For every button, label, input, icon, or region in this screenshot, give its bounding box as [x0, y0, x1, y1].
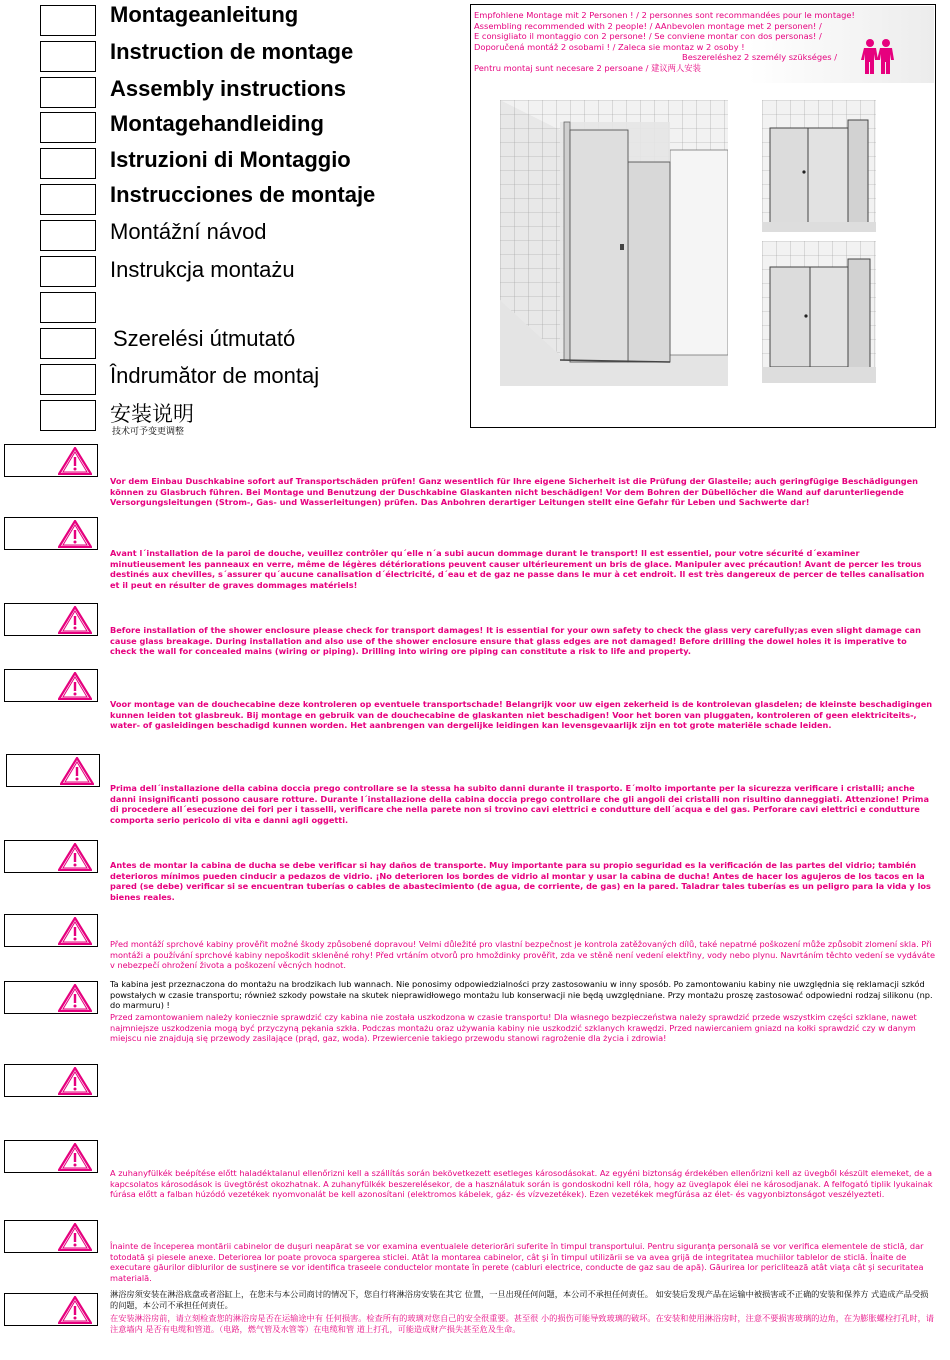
language-checkbox-es[interactable]	[40, 184, 96, 215]
warning-box-fr	[4, 517, 98, 550]
title-cn: 安装说明	[110, 402, 194, 426]
warning-box-es	[4, 840, 98, 873]
warning-box-blank	[4, 1064, 98, 1097]
recommendation-line: Pentru montaj sunt necesare 2 persoane / 建议两人安装	[474, 62, 701, 73]
warning-triangle-icon	[58, 520, 92, 548]
language-checkbox-it[interactable]	[40, 148, 96, 179]
language-checkbox-blank[interactable]	[40, 292, 96, 323]
recommendation-line: E consigliato il montaggio con 2 persone! / Se conviene montar con dos personas! /	[474, 31, 822, 42]
language-checkbox-ro[interactable]	[40, 364, 96, 395]
warning-box-nl	[4, 669, 98, 702]
title-pl: Instrukcja montażu	[110, 257, 295, 282]
shower-door-drawing	[500, 100, 728, 386]
shower-corner-drawing-top	[762, 100, 876, 232]
warning-text-hu: A zuhanyfülkék beépítése előtt haladéktalanul ellenőrizni kell a szállítás során bekövetkezett esetleges károsodásokat. Az egyéni biztonság érdekében ellenőrizni kell az üvegből készült elemeket, de a kapcsolatos károsodások is üvegtörést okozhatnak. A zuhanyfülkék beszerelésekor, de a használatuk során is gondoskodni kell róla, hogy az üveglapok élei ne károsodjanak. A felfogató tiplik lyukainak fúrása előtt a falban húzódó vezetékek nyomvonalát be kell azonosítani (elektromos kábelek, gáz- és vízvezetékek). Ezen vezetékek megfúrása az élet- és vagyonbiztonságot veszélyezteti.	[110, 1168, 933, 1200]
warning-text-en: Before installation of the shower enclosure please check for transport damages! It is essential for your own safety to check the glass very carefully;as even slight damage can cause glass breakage. During installation and also use of the shower enclosure ensure that glass edges are not damaged! Before drilling the dowel holes it is imperative to check the wall for concealed mains (wiring or piping). Drilling into wiring ore piping can constitute a risk to life and property.	[110, 625, 921, 657]
language-checkbox-pl[interactable]	[40, 256, 96, 287]
title-fr: Instruction de montage	[110, 39, 354, 64]
warning-text-es: Antes de montar la cabina de ducha se debe verificar si hay daños de transporte. Muy importante para su propio seguridad es la verificación de las partes del vidrio; también deterioros mínimos pueden cinducir a pedazos de vidrio. ¡No deterioren los bordes de vidrio al montar y usar la cabina de ducha! Antes de hacer los agujeros de los tacos en la pared (se debe) verificar si se encuentran tuberías o cables de abastecimiento (de agua, de corriente, de gas) en la pared. Taladrar tales tuberías es un peligro para la vida y los bienes reales.	[110, 860, 931, 903]
warning-box-it	[6, 754, 100, 787]
language-checkbox-nl[interactable]	[40, 112, 96, 143]
title-de: Montageanleitung	[110, 2, 299, 27]
subtitle-cn: 技术可予变更调整	[112, 427, 185, 437]
warning-triangle-icon	[58, 606, 92, 634]
title-cz: Montážní návod	[110, 219, 267, 244]
notice-text-cn: 淋浴房须安装在淋浴底盘或者浴缸上，在您未与本公司商讨的情况下，您自行将淋浴房安装在其它 位置，一旦出现任何问题，本公司不承担任何责任。 如安装后发现产品在运输中被损害或不正确的安装和保养方 式造成产品受损的问题，本公司不承担任何责任。	[110, 1289, 929, 1310]
recommendation-line: Doporučená montáž 2 osobami ! / Zaleca sie montaz w 2 osoby !	[474, 41, 745, 52]
warning-box-ro	[4, 1220, 98, 1253]
language-checkbox-en[interactable]	[40, 77, 96, 108]
warning-triangle-icon	[60, 757, 94, 785]
recommendation-text	[474, 10, 914, 74]
recommendation-line: Empfohlene Montage mit 2 Personen ! / 2 personnes sont recommandées pour le montage!	[474, 10, 855, 20]
language-checkbox-cn[interactable]	[40, 400, 96, 431]
language-checkbox-fr[interactable]	[40, 41, 96, 72]
notice-text-pl: Ta kabina jest przeznaczona do montażu na brodzikach lub wannach. Nie ponosimy odpowiedzialności przy zastosowaniu w inny sposób. Po zamontowaniu kabiny nie uwzględnia się reklamacji szkód powstałych w czasie transportu; również szkody powstałe na skutek nieprawidłowego montażu lub konserwacji nie będą uwzględniane. Przy montażu proszę zastosować odpowiedni rodzaj silikonu (np. do marmuru) !	[110, 979, 933, 1011]
warning-text-it: Prima dell´installazione della cabina doccia prego controllare se la stessa ha subito danni durante il trasporto. E´molto importante per la sicurezza verificare i cristalli; anche danni insignificanti possono causare rotture. Durante l´installazione della cabina doccia prego controllare che gli angoli dei cristalli non risultino danneggiati. Attenzione! Prima di procedere all´esecuzione dei fori per i tasselli, verificare che nella parete non si trovino cavi elettrici e condutture dell´acqua e del gas. Perforare cavi elettrici e condutture comporta serio pericolo di vita e danni agli oggetti.	[110, 783, 929, 826]
warning-text-de: Vor dem Einbau Duschkabine sofort auf Transportschäden prüfen! Ganz wesentlich für Ihre eigene Sicherheit ist die Prüfung der Glasteile; auch geringfügige Beschädigungen können zu Glasbruch führen. Bei Montage und Benutzung der Duschkabine Glaskanten nicht beschädigen! Vor dem Bohren der Dübellöcher die Wand auf darunterliegende Versorgungsleitungen (Strom-, Gas- und Wasserleitungen) prüfen. Das Anbohren derartiger Leitungen stellt eine Gefahr für Leben und Sachwerte dar!	[110, 476, 919, 508]
warning-triangle-icon	[58, 843, 92, 871]
title-es: Instrucciones de montaje	[110, 182, 376, 207]
recommendation-line: Beszereléshez 2 személy szükséges /	[682, 52, 838, 63]
warning-triangle-icon	[58, 672, 92, 700]
title-it: Istruzioni di Montaggio	[110, 147, 351, 172]
warning-box-hu	[4, 1140, 98, 1173]
warning-text-cn: 在安装淋浴房前，请立刻检查您的淋浴房是否在运输途中有 任何损害。检查所有的玻璃对您自己的安全很重要。甚至很 小的损伤可能导致玻璃的破坏。在安装和使用淋浴房时，注意不要损害玻璃的边角，在为膨胀螺栓打孔时，请注意墙内 是否有电缆和管道。（电路，燃气管及水管等）在电缆和管 道上打孔，可能造成财产损失甚至危及生命。	[110, 1313, 934, 1334]
warning-text-pl: Przed zamontowaniem należy koniecznie sprawdzić czy kabina nie została uszkodzona w czasie transportu! Dla własnego bezpieczeństwa należy sprawdzić przede wszystkim części szklane, nawet najmniejsze uszkodzenia mogą być przyczyną pękania szkła. Podczas montażu oraz używania kabiny nie uszkodzić szklanych krawędzi. Przed nawiercaniem gniazd na kołki sprawdzić czy w danym miejscu nie znajdują się przewody zasilające (prąd, gaz, woda). Przewiercenie takiego przewodu stanowi ragrożenie dla życia i zdrowia!	[110, 1012, 917, 1044]
warning-box-cz	[4, 914, 98, 947]
title-en: Assembly instructions	[110, 76, 346, 101]
warning-triangle-icon	[58, 917, 92, 945]
language-checkbox-de[interactable]	[40, 5, 96, 36]
warning-box-pl	[4, 981, 98, 1014]
title-ro: Îndrumător de montaj	[110, 363, 320, 388]
language-checkbox-hu[interactable]	[40, 328, 96, 359]
title-hu: Szerelési útmutató	[113, 326, 296, 351]
warning-triangle-icon	[58, 1067, 92, 1095]
title-nl: Montagehandleiding	[110, 111, 324, 136]
warning-triangle-icon	[58, 1223, 92, 1251]
warning-box-cn	[4, 1293, 98, 1326]
warning-text-fr: Avant l´installation de la paroi de douche, veuillez contrôler qu´elle n´a subi aucun dommage durant le transport! Il est essentiel, pour votre sécurité d´examiner minutieusement les panneaux en verre, même de légères détériorations peuvent causer ultérieurement un bris de glace. Manipuler avec précaution! Avant de percer les trous destinés aux chevilles, s´assurer qu´aucune canalisation d´électricité, d´eau et de gaz ne passe dans le mur à cet endroit. Il est très dangereux de percer de telles canalisation et il peut en résulter de graves dommages matériels!	[110, 548, 925, 591]
warning-triangle-icon	[58, 984, 92, 1012]
warning-text-nl: Voor montage van de douchecabine deze kontroleren op eventuele transportschade! Belangrijk voor uw eigen zekerheid is de kontrolevan glasdelen; de kleinste beschadigingen kunnen leiden tot glasbreuk. Bij montage en gebruik van de douchecabine de glaskanten niet beschadigen! Voor het boren van pluggaten, kontroleren of geen elektriciteits-, water- of gasleidingen beschadigd kunnen worden. Het aanbrengen van dergelijke leidingen kan levensgevaarlijk zijn en tot grote materiële schade leiden.	[110, 699, 933, 731]
warning-text-ro: Înainte de începerea montării cabinelor de duşuri neapărat se vor examina eventualele deteriorări suferite în timpul transportului. Pentru siguranţa personală se vor verifica elementele de sticlă, dar totodată şi piesele anexe. Deteriorea lor poate provoca spargerea sticlei. Atât la montarea cabinelor, cât şi în timpul utilizării se va avea grijă de integritatea muchiilor tablelor de sticlă. Înaite de executare găurilor diblurilor de susţinere se vor identifica traseele conductelor montate în perete (cabluri electrice, conducte de gaz sau de apă). Găurirea lor periclitează atât viaţa cât şi securitatea materială.	[110, 1241, 924, 1284]
language-checkbox-cz[interactable]	[40, 220, 96, 251]
warning-triangle-icon	[58, 1143, 92, 1171]
warning-box-de	[4, 444, 98, 477]
warning-box-en	[4, 603, 98, 636]
recommendation-line: Assembling recommended with 2 people! / AAnbevolen montage met 2 personen! /	[474, 20, 822, 31]
warning-text-cz: Před montáží sprchové kabiny prověřit možné škody způsobené dopravou! Velmi důležité pro vlastní bezpečnost je kontrola zatěžovaných dílů, také nepatrné poškození může způsobit zlomení skla. Při montáži a používání sprchové kabiny nepoškodit skleněné rohy! Před vrtáním otvorů pro hmoždinky prověřit, zda ve stěně není vedení elektřiny, vody nebo plynu. Navrtáním těchto vedení se vydáváte v nebezpečí ohrožení života a poškození věcných hodnot.	[110, 939, 935, 971]
shower-corner-drawing-bottom	[762, 241, 876, 383]
two-persons-icon	[860, 38, 898, 76]
warning-triangle-icon	[58, 1296, 92, 1324]
warning-triangle-icon	[58, 447, 92, 475]
